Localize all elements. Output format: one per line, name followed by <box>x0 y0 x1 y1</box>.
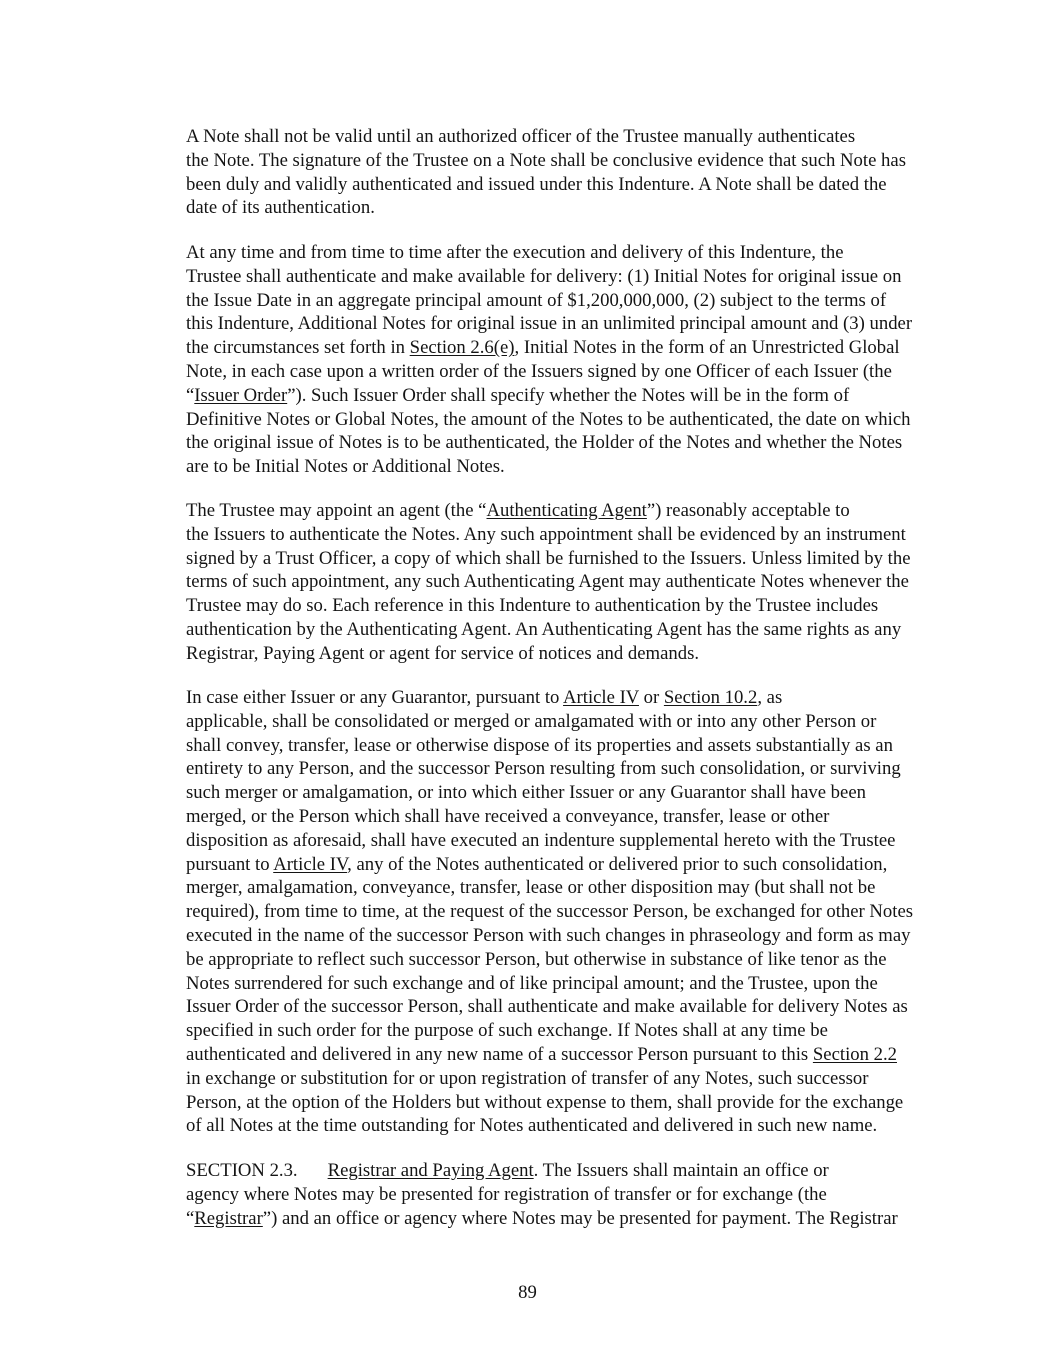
text-line: Trustee may do so. Each reference in this Indenture to authentication by the Trustee includes <box>186 595 879 617</box>
text-line: applicable, shall be consolidated or merged or amalgamated with or into any other Person or <box>186 710 877 732</box>
text-segment: ”) and an office or agency where Notes may be presented for payment. The Registrar <box>262 1207 898 1229</box>
article-reference-link[interactable]: Article IV <box>273 853 348 875</box>
text-line <box>124 499 932 523</box>
text-segment: In case either Issuer or any Guarantor, pursuant to <box>186 687 564 708</box>
defined-term: Authenticating Agent <box>486 500 647 521</box>
paragraph-note-validity <box>124 125 932 220</box>
text-line: Registrar, Paying Agent or agent for service of notices and demands. <box>186 642 700 664</box>
paragraph-successor-person <box>124 686 932 1138</box>
text-line: disposition as aforesaid, shall have executed an indenture supplemental hereto with the Trustee <box>186 829 896 851</box>
text-line: the Issuers to authenticate the Notes. Any such appointment shall be evidenced by an instrument <box>186 523 906 545</box>
paragraph-authenticating-agent <box>124 499 932 666</box>
text-line: Notes surrendered for such exchange and of like principal amount; and the Trustee, upon the <box>186 972 878 994</box>
text-line: of all Notes at the time outstanding for Notes authenticated and delivered in such new name. <box>186 1115 878 1137</box>
text-line <box>124 1207 932 1231</box>
text-line: Person, at the option of the Holders but without expense to them, shall provide for the exchange <box>186 1091 904 1113</box>
text-segment: ”) reasonably acceptable to <box>646 500 850 521</box>
text-line: Note, in each case upon a written order of the Issuers signed by one Officer of each Issuer (the <box>186 360 892 382</box>
text-segment: The Trustee may appoint an agent (the “ <box>186 500 487 521</box>
text-segment: . The Issuers shall maintain an office or <box>533 1160 829 1181</box>
text-line: agency where Notes may be presented for registration of transfer or for exchange (the <box>186 1183 827 1205</box>
text-line: merged, or the Person which shall have received a conveyance, transfer, lease or other <box>186 805 830 827</box>
text-segment: ”). Such Issuer Order shall specify whether the Notes will be in the form of <box>287 384 850 406</box>
section-number: SECTION 2.3. <box>186 1160 298 1181</box>
text-line: authentication by the Authenticating Agent. An Authenticating Agent has the same rights as any <box>186 618 902 640</box>
section-heading: Registrar and Paying Agent <box>327 1160 534 1181</box>
text-line: shall convey, transfer, lease or otherwise dispose of its properties and assets substantially as an <box>186 734 893 756</box>
page-number: 89 <box>518 1282 537 1303</box>
text-line: been duly and validly authenticated and issued under this Indenture. A Note shall be dated the <box>186 173 887 195</box>
text-line: At any time and from time to time after the execution and delivery of this Indenture, the <box>186 242 844 263</box>
text-line: date of its authentication. <box>186 197 375 219</box>
text-line: signed by a Trust Officer, a copy of which shall be furnished to the Issuers. Unless limited by the <box>186 547 911 569</box>
text-line: such merger or amalgamation, or into which either Issuer or any Guarantor shall have been <box>186 782 866 804</box>
text-line: specified in such order for the purpose of such exchange. If Notes shall at any time be <box>186 1020 828 1042</box>
text-segment: , any of the Notes authenticated or delivered prior to such consolidation, <box>347 853 888 875</box>
text-segment: “ <box>186 384 195 406</box>
text-line: terms of such appointment, any such Authenticating Agent may authenticate Notes whenever the <box>186 571 909 593</box>
text-line <box>124 384 932 408</box>
text-segment: authenticated and delivered in any new name of a successor Person pursuant to this <box>186 1043 813 1065</box>
text-line: Issuer Order of the successor Person, shall authenticate and make available for delivery Notes as <box>186 996 908 1018</box>
section-reference-link[interactable]: Section 2.6(e) <box>409 337 515 359</box>
section-reference-link[interactable]: Section 2.2 <box>812 1043 897 1065</box>
defined-term: Issuer Order <box>194 384 288 406</box>
text-line: executed in the name of the successor Person with such changes in phraseology and form as may <box>186 924 911 946</box>
text-line: are to be Initial Notes or Additional Notes. <box>186 456 505 478</box>
text-line: entirety to any Person, and the successor Person resulting from such consolidation, or surviving <box>186 758 901 780</box>
text-line: in exchange or substitution for or upon registration of transfer of any Notes, such successor <box>186 1067 869 1089</box>
section-reference-link[interactable]: Section 10.2 <box>663 687 758 708</box>
text-line <box>124 336 932 360</box>
text-line: required), from time to time, at the request of the successor Person, be exchanged for other Notes <box>186 901 914 923</box>
text-segment: or <box>638 687 664 708</box>
text-line: the Note. The signature of the Trustee on a Note shall be conclusive evidence that such Note has <box>186 149 906 171</box>
text-line <box>124 853 932 877</box>
text-segment: , as <box>757 687 783 708</box>
text-segment: , Initial Notes in the form of an Unrestricted Global <box>514 337 900 359</box>
text-line: be appropriate to reflect such successor Person, but otherwise in substance of like tenor as the <box>186 948 887 970</box>
text-line: the original issue of Notes is to be authenticated, the Holder of the Notes and whether the Notes <box>186 432 903 454</box>
article-reference-link[interactable]: Article IV <box>563 687 639 708</box>
text-line <box>124 1043 932 1067</box>
text-line: Trustee shall authenticate and make available for delivery: (1) Initial Notes for original issue on <box>186 265 902 287</box>
text-line <box>124 1159 932 1183</box>
text-line: Definitive Notes or Global Notes, the amount of the Notes to be authenticated, the date on which <box>186 408 911 430</box>
text-segment: “ <box>186 1207 195 1229</box>
text-line: the Issue Date in an aggregate principal amount of $1,200,000,000, (2) subject to the terms of <box>186 289 887 311</box>
text-segment: pursuant to <box>186 853 274 875</box>
text-line: merger, amalgamation, conveyance, transfer, lease or other disposition may (but shall not be <box>186 877 876 899</box>
text-line <box>124 686 932 710</box>
text-segment: the circumstances set forth in <box>186 337 410 359</box>
text-line: this Indenture, Additional Notes for original issue in an unlimited principal amount and (3) under <box>186 313 913 335</box>
paragraph-authentication-order <box>124 241 932 479</box>
defined-term: Registrar <box>194 1207 263 1229</box>
paragraph-section-2-3 <box>124 1159 932 1230</box>
text-line: A Note shall not be valid until an authorized officer of the Trustee manually authenticates <box>186 126 856 147</box>
